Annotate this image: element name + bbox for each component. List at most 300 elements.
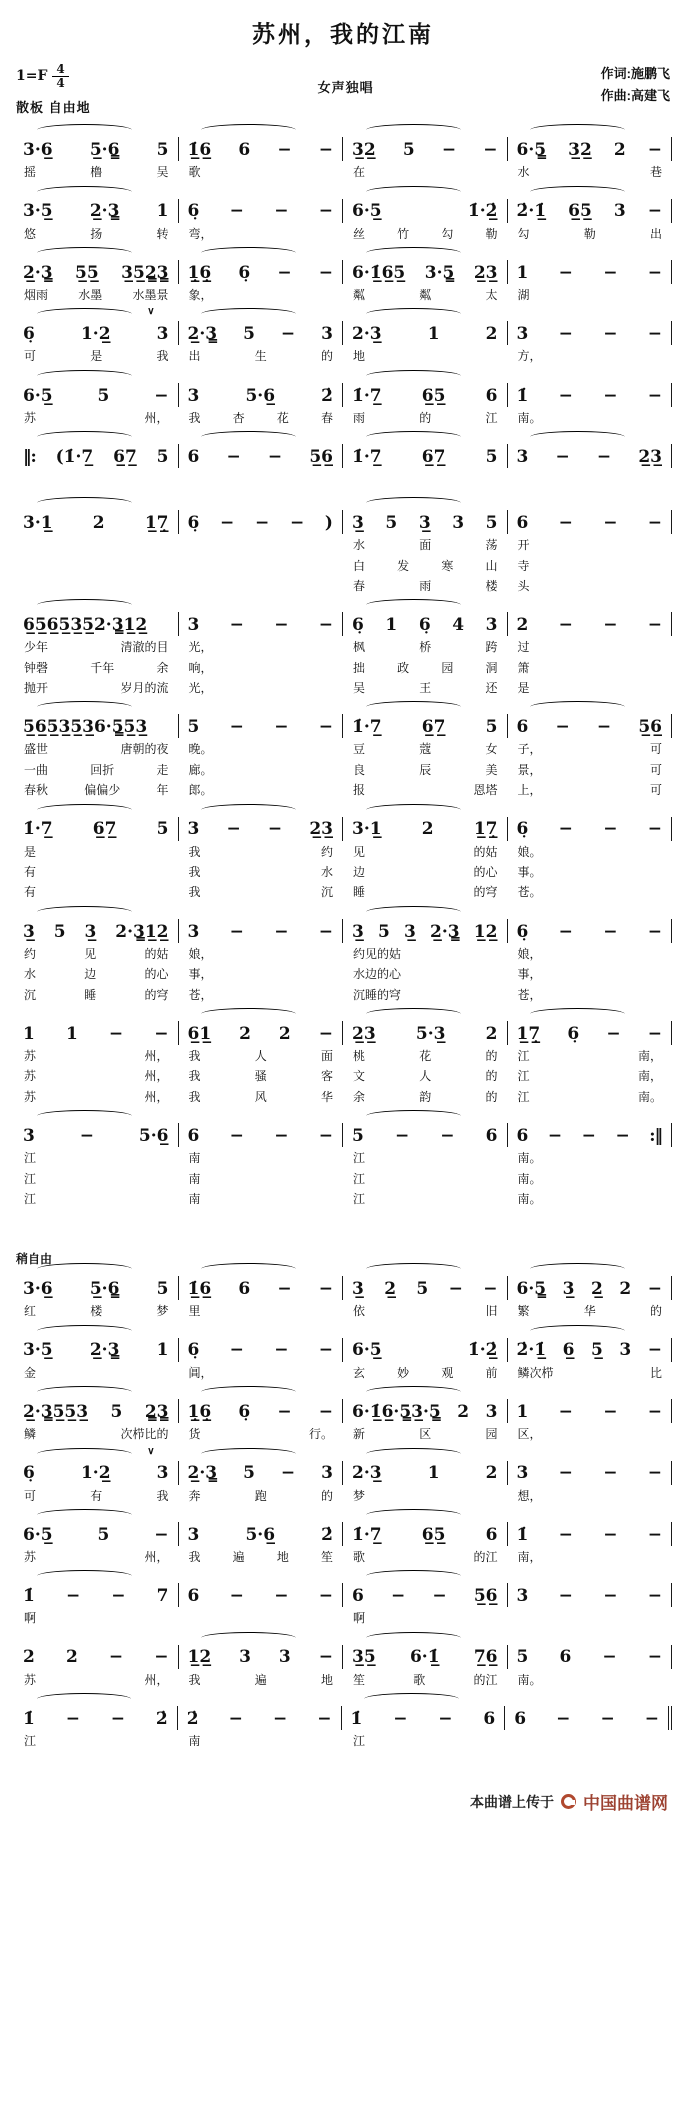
slur-arc xyxy=(366,124,461,136)
lyric-token: 雨 xyxy=(353,410,366,425)
lyric-cell xyxy=(343,1733,508,1750)
note-token: − xyxy=(65,1708,80,1729)
note-token: 6̣ xyxy=(516,819,529,840)
repeat-end-sign: :‖ xyxy=(649,1125,662,1146)
note-token: − xyxy=(226,819,241,840)
system-row xyxy=(14,199,672,243)
lyric-cell xyxy=(508,741,673,758)
note-line xyxy=(23,1123,169,1147)
note-line xyxy=(188,612,334,636)
measure xyxy=(14,199,179,223)
lyric-cell xyxy=(343,226,508,243)
measure xyxy=(14,1276,179,1300)
lyric-cell xyxy=(508,782,673,799)
note-token: − xyxy=(110,1708,126,1729)
lyric-line xyxy=(14,844,672,861)
note-token: 5 xyxy=(378,921,390,942)
lyric-token: 货 xyxy=(188,1427,201,1442)
slur-arc xyxy=(37,186,132,198)
measure xyxy=(14,137,179,161)
measure xyxy=(179,444,344,468)
note-line xyxy=(517,321,663,345)
lyric-token: 余 xyxy=(156,660,169,675)
lyric-token: 事， xyxy=(188,967,213,982)
note-token: − xyxy=(391,1586,406,1607)
lyric-token: 钟磬 xyxy=(24,660,49,675)
lyric-cell xyxy=(179,1048,344,1065)
lyric-token: 江 xyxy=(353,1151,366,1166)
lyric-token: 是 xyxy=(24,844,37,859)
lyric-token: 文 xyxy=(353,1069,366,1084)
lyric-cell xyxy=(343,1171,508,1188)
measure xyxy=(343,1522,508,1546)
lyric-token: 苍， xyxy=(517,987,542,1002)
note-token: − xyxy=(558,512,573,533)
lyric-token: 州， xyxy=(144,1089,169,1104)
lyric-cell xyxy=(508,410,673,427)
note-token: 2̲ xyxy=(384,1279,397,1300)
note-token: 5 xyxy=(156,819,169,840)
lyric-line xyxy=(14,164,672,181)
note-token: 6 xyxy=(187,1586,200,1607)
measure xyxy=(14,1706,178,1730)
note-token: 6 xyxy=(516,1125,529,1146)
note-token: 6 xyxy=(238,139,251,160)
lyric-token: 红 xyxy=(24,1304,37,1319)
lyric-line xyxy=(14,1191,672,1208)
measure xyxy=(508,1123,673,1147)
note-token: 3 xyxy=(321,1463,333,1484)
note-token: − xyxy=(600,1708,615,1729)
note-token: 1 xyxy=(516,262,529,283)
notes-row xyxy=(14,1276,672,1300)
lyric-token: 竹 xyxy=(397,226,410,241)
notes-row xyxy=(14,199,672,223)
note-token: 1̲̇6̲ xyxy=(187,139,212,160)
lyric-token: 枫 xyxy=(353,640,366,655)
note-token: ) xyxy=(324,512,333,533)
lyric-token: 年 xyxy=(156,783,169,798)
measure xyxy=(14,1021,179,1045)
lyric-line xyxy=(14,1365,672,1382)
measure xyxy=(508,1399,673,1423)
lyric-token: 恩塔 xyxy=(473,783,498,798)
note-line xyxy=(23,1021,169,1045)
measure xyxy=(343,919,508,943)
lyric-cell xyxy=(14,741,179,758)
lyric-token: 蔻 xyxy=(419,742,432,757)
lyric-line xyxy=(14,1089,672,1106)
note-token: − xyxy=(603,1586,618,1607)
measure xyxy=(508,321,673,345)
lyric-token: 事。 xyxy=(517,865,542,880)
note-token: 3 xyxy=(516,1463,529,1484)
note-line xyxy=(517,919,663,943)
lyric-token: 子， xyxy=(517,742,542,757)
note-token: − xyxy=(647,139,662,160)
note-token: 3·5̲ xyxy=(23,201,53,222)
tempo-label: 稍自由 xyxy=(16,1252,53,1267)
note-token: − xyxy=(647,615,662,636)
lyric-token: 园 xyxy=(485,1427,498,1442)
lyric-line xyxy=(14,1150,672,1167)
note-line xyxy=(517,510,663,534)
lyric-token: 出 xyxy=(649,226,662,241)
note-token: − xyxy=(438,1708,453,1729)
note-token: 6̣ xyxy=(516,921,529,942)
lyric-cell xyxy=(14,1610,179,1627)
measure xyxy=(343,199,508,223)
lyric-token: 华 xyxy=(320,1089,333,1104)
note-token: 3̲2̲ xyxy=(568,139,592,160)
lyric-cell xyxy=(508,1365,673,1382)
note-token: 3̲ xyxy=(352,1279,364,1300)
note-token: − xyxy=(547,1125,563,1146)
note-token: 2̇·1̲̇ xyxy=(516,1340,547,1361)
lyric-token: 勾 xyxy=(517,226,530,241)
note-token: (1̇·7̲ xyxy=(55,446,94,467)
lyric-token: 娘， xyxy=(517,946,542,961)
note-token: − xyxy=(596,717,612,738)
lyric-token: 水 xyxy=(320,865,333,880)
tempo-marking: 散板 自由地 xyxy=(16,100,91,116)
lyric-token: 白 xyxy=(353,558,366,573)
lyric-token: 水 xyxy=(517,165,530,180)
lyric-token: 方， xyxy=(517,349,542,364)
measure xyxy=(179,1522,344,1546)
lyric-token: 玄 xyxy=(353,1365,366,1380)
note-token: 3 xyxy=(156,1463,169,1484)
measure xyxy=(508,1522,673,1546)
lyric-cell xyxy=(343,639,508,656)
lyric-cell xyxy=(343,1089,508,1106)
lyric-token: 韵 xyxy=(419,1089,432,1104)
lyric-cell xyxy=(179,558,344,575)
lyric-token: 岁月的流 xyxy=(120,681,169,696)
note-token: 1 xyxy=(156,1340,169,1361)
lyric-token: 寒 xyxy=(441,558,454,573)
lyric-token: 生 xyxy=(254,349,267,364)
lyric-cell xyxy=(343,537,508,554)
note-token: 3̲ xyxy=(23,921,35,942)
note-token: 5·6̲ xyxy=(245,1524,276,1545)
note-token: 2 xyxy=(421,819,434,840)
note-line xyxy=(352,612,498,636)
lyric-cell xyxy=(179,946,344,963)
lyric-token: 在 xyxy=(353,165,366,180)
credits-block xyxy=(601,63,670,107)
measure xyxy=(14,510,179,534)
note-line xyxy=(352,1583,498,1607)
notes-row xyxy=(14,444,672,468)
measure xyxy=(343,1645,508,1669)
note-token: 5̲·6̳ xyxy=(89,139,120,160)
note-token: 6·5̲ xyxy=(352,1340,382,1361)
lyric-cell xyxy=(508,226,673,243)
slur-arc xyxy=(37,308,132,320)
note-token: 7 xyxy=(156,1586,169,1607)
note-token: − xyxy=(603,615,618,636)
lyric-token: 睡 xyxy=(84,987,97,1002)
lyric-token: 我 xyxy=(188,1672,201,1687)
lyric-token: 骚 xyxy=(254,1069,267,1084)
note-token: 2̲ xyxy=(590,1279,603,1300)
lyric-token: 南， xyxy=(637,1049,662,1063)
lyric-cell xyxy=(508,1610,673,1627)
note-token: − xyxy=(558,819,573,840)
lyric-token: 歌 xyxy=(188,165,201,180)
measure xyxy=(179,1338,344,1362)
note-line xyxy=(23,444,169,468)
lyric-cell xyxy=(179,348,344,365)
note-line xyxy=(352,260,498,284)
note-token: − xyxy=(647,262,662,283)
note-token: 2·3̲ xyxy=(352,1463,382,1484)
lyric-cell xyxy=(179,1089,344,1106)
lyric-token: 边 xyxy=(84,967,97,982)
notes-row xyxy=(14,1522,672,1546)
note-line xyxy=(517,137,663,161)
lyric-token: 娘。 xyxy=(517,844,542,859)
note-token: 2 xyxy=(516,615,529,636)
note-line xyxy=(517,260,663,284)
measure xyxy=(508,1276,673,1300)
lyric-token: 的心 xyxy=(144,967,169,982)
lyric-cell xyxy=(508,1048,673,1065)
notes-row xyxy=(14,260,672,284)
measure xyxy=(179,321,344,345)
measure xyxy=(508,444,673,468)
lyric-cell xyxy=(508,164,673,181)
note-token: 5̲ xyxy=(590,1340,603,1361)
lyric-token: 吴 xyxy=(156,165,169,180)
measure xyxy=(14,1338,179,1362)
lyric-token: 春秋 xyxy=(24,783,49,798)
note-token: 3 xyxy=(187,385,200,406)
lyric-token: 拙 xyxy=(353,660,366,675)
lyric-cell xyxy=(508,1303,673,1320)
slur-arc xyxy=(37,370,132,382)
lyric-cell xyxy=(179,1733,344,1750)
lyric-cell xyxy=(179,1426,344,1443)
lyric-cell xyxy=(343,946,508,963)
lyric-token: 太 xyxy=(485,287,498,302)
breath-mark: ∨ xyxy=(147,306,155,318)
note-token: − xyxy=(274,615,289,636)
note-token: − xyxy=(603,921,618,942)
lyric-token: 出 xyxy=(188,349,201,364)
lyric-cell xyxy=(343,558,508,575)
slur-arc xyxy=(201,1008,296,1020)
lyric-token: 地 xyxy=(276,1549,289,1564)
note-token: 3·6̲ xyxy=(23,1279,53,1300)
lyric-token: 的 xyxy=(485,1089,498,1104)
lyric-line xyxy=(14,1303,672,1320)
note-token: 3̲ xyxy=(404,921,416,942)
note-token: − xyxy=(318,615,333,636)
note-token: 5 xyxy=(97,1524,110,1545)
note-token: 2̲3̲ xyxy=(309,819,333,840)
note-token: − xyxy=(647,1463,662,1484)
lyric-token: 娘， xyxy=(188,946,213,961)
slur-arc xyxy=(37,804,132,816)
note-token: 3 xyxy=(23,1125,35,1146)
measure xyxy=(508,1338,673,1362)
lyric-token: 王 xyxy=(419,681,432,696)
lyric-token: 旧 xyxy=(485,1304,498,1319)
note-token: − xyxy=(647,1023,662,1044)
measure xyxy=(179,919,344,943)
lyric-token: 想， xyxy=(517,1488,542,1503)
note-token: 2̇·1̲̇ xyxy=(516,201,547,222)
slur-arc xyxy=(201,804,296,816)
lyric-cell xyxy=(14,987,179,1004)
note-token: 2̲3̲ xyxy=(638,446,662,467)
lyric-token: 水 xyxy=(353,538,366,553)
lyric-line xyxy=(14,537,672,554)
measure xyxy=(14,306,179,345)
note-token: 2̇ xyxy=(186,1708,199,1729)
lyric-token: 报 xyxy=(353,783,366,798)
note-line xyxy=(23,817,169,841)
lyric-cell xyxy=(508,884,673,901)
note-token: − xyxy=(558,1401,573,1422)
note-token: − xyxy=(647,819,662,840)
note-token: − xyxy=(318,921,333,942)
note-token: 6 xyxy=(485,385,498,406)
lyric-token: 可 xyxy=(649,742,662,757)
lyric-token: 苏 xyxy=(24,1069,37,1084)
lyric-token: 偏偏少 xyxy=(84,783,121,798)
note-line xyxy=(352,510,498,534)
measure xyxy=(179,1123,344,1147)
lyric-token: 南 xyxy=(188,1151,201,1166)
note-token: 6·1̲̇6̲5̲ xyxy=(352,262,406,283)
slur-arc xyxy=(366,497,461,509)
measure xyxy=(508,1583,673,1607)
lyric-token: 晚。 xyxy=(188,742,213,757)
note-token: − xyxy=(603,324,618,345)
lyric-token: 我 xyxy=(188,844,201,859)
lyric-token: 面 xyxy=(320,1049,333,1063)
lyric-token: 上， xyxy=(517,783,542,798)
note-token: 5̲6̲ xyxy=(638,717,662,738)
note-token: 2̲·3̳ xyxy=(89,201,120,222)
lyric-cell xyxy=(343,660,508,677)
note-token: − xyxy=(483,139,498,160)
lyric-token: 我 xyxy=(188,1069,201,1084)
system-row xyxy=(14,306,672,365)
lyric-token: 我 xyxy=(188,1089,201,1104)
lyric-cell xyxy=(508,1150,673,1167)
note-token: 3 xyxy=(613,201,626,222)
note-token: 1̲2̲ xyxy=(473,921,498,942)
note-token: 5 xyxy=(156,139,169,160)
note-token: 6·1̲̇ xyxy=(409,1647,440,1668)
lyric-cell xyxy=(14,1733,179,1750)
measure xyxy=(343,1276,508,1300)
measure xyxy=(343,1461,508,1485)
note-line xyxy=(188,321,334,345)
note-token: 5 xyxy=(97,385,110,406)
slur-arc xyxy=(201,1263,296,1275)
lyric-cell xyxy=(179,1549,344,1566)
note-line xyxy=(23,383,169,407)
note-token: − xyxy=(318,1023,333,1044)
note-token: 1̲2̲ xyxy=(187,1647,212,1668)
lyric-token: 荡 xyxy=(485,538,498,553)
note-token: 5 xyxy=(416,1279,429,1300)
lyric-token: 悠 xyxy=(24,226,37,241)
lyric-cell xyxy=(179,1672,344,1689)
note-token: − xyxy=(606,1023,621,1044)
note-token: 2 xyxy=(23,1647,35,1668)
lyric-cell xyxy=(14,884,179,901)
notes-row xyxy=(14,612,672,636)
note-token: − xyxy=(229,1586,244,1607)
note-token: 3 xyxy=(187,615,200,636)
lyric-token: 丝 xyxy=(353,226,366,241)
slur-arc xyxy=(37,701,132,713)
note-line xyxy=(23,199,169,223)
lyric-token: 新 xyxy=(353,1427,366,1442)
note-line xyxy=(352,1276,498,1300)
note-token: − xyxy=(154,385,169,406)
lyric-cell xyxy=(14,164,179,181)
lyric-token: 良 xyxy=(353,762,366,777)
lyric-token: 南。 xyxy=(517,1672,542,1687)
note-token: − xyxy=(318,1279,333,1300)
note-token: − xyxy=(318,201,333,222)
lyric-line xyxy=(14,884,672,901)
note-token: 3 xyxy=(239,1647,251,1668)
measure xyxy=(343,1123,508,1147)
lyric-cell xyxy=(179,1303,344,1320)
lyric-token: 水 xyxy=(24,967,37,982)
key-value: 1=F xyxy=(16,68,48,85)
lyric-cell xyxy=(343,1191,508,1208)
lyric-line xyxy=(14,1068,672,1085)
note-token: 3·1̲ xyxy=(352,819,382,840)
note-token: − xyxy=(108,1023,124,1044)
note-token: 3·5̲ xyxy=(23,1340,53,1361)
lyric-token: 的 xyxy=(419,410,432,425)
lyric-cell xyxy=(179,782,344,799)
slur-arc xyxy=(37,247,132,259)
note-token: 1̇·7̲ xyxy=(352,1524,382,1545)
note-token: 5 xyxy=(156,1279,169,1300)
measure xyxy=(508,260,673,284)
lyric-token: 粼 xyxy=(419,287,432,302)
note-line xyxy=(188,199,334,223)
note-token: 3 xyxy=(321,324,333,345)
lyric-cell xyxy=(179,1171,344,1188)
measure xyxy=(14,919,179,943)
lyric-token: 转 xyxy=(156,226,169,241)
slur-arc xyxy=(201,308,296,320)
note-token: 1·2̲ xyxy=(80,324,111,345)
lyric-token: 梦 xyxy=(353,1488,366,1503)
note-token: − xyxy=(267,819,283,840)
note-token: 5̲6̲ xyxy=(473,1586,498,1607)
note-token: 2̲·3̳5̲5̲3̲ xyxy=(23,1401,89,1422)
lyric-token: 比 xyxy=(649,1365,662,1380)
note-token: 6 xyxy=(187,1125,200,1146)
notes-row xyxy=(14,510,672,534)
note-token: 5 xyxy=(110,1401,123,1422)
time-signature-bottom: 4 xyxy=(56,75,65,90)
lyric-token: 楼 xyxy=(485,578,498,593)
